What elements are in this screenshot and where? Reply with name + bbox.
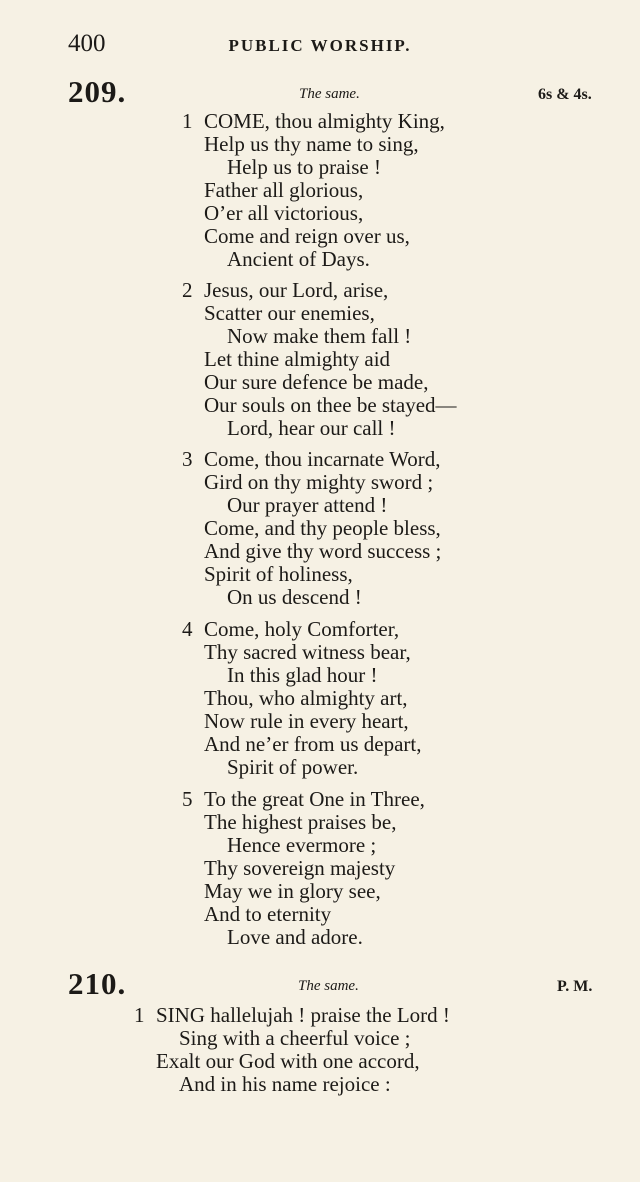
verse [182, 617, 422, 779]
verse-line: And to eternity [204, 902, 332, 926]
verse-line: Our prayer attend ! [227, 493, 388, 517]
hymn-number: 210. [68, 966, 127, 1001]
verse-line: Let thine almighty aid [204, 347, 391, 371]
verse-number: 3 [182, 447, 193, 471]
verse-line: And give thy word success ; [204, 539, 442, 563]
verse-line: COME, thou almighty King, [204, 109, 445, 133]
verse-line: Love and adore. [227, 925, 363, 949]
verse-line: Thy sovereign majesty [204, 856, 396, 880]
verse-line: O’er all victorious, [204, 201, 364, 225]
verse-number: 1 [134, 1003, 145, 1027]
verse-line: Our sure defence be made, [204, 370, 429, 394]
verse-line: Now rule in every heart, [204, 709, 409, 733]
verse-line: Scatter our enemies, [204, 301, 375, 325]
verse-line: May we in glory see, [204, 879, 381, 903]
page-number: 400 [68, 30, 106, 57]
running-title: PUBLIC WORSHIP. [228, 36, 412, 55]
verse-number: 5 [182, 787, 193, 811]
verse-line: Come, holy Comforter, [204, 617, 400, 641]
verse-line: Now make them fall ! [227, 324, 412, 348]
verse-line: Ancient of Days. [227, 247, 370, 271]
verse [182, 447, 442, 609]
verse-line: Thy sacred witness bear, [204, 640, 411, 664]
verse-line: Hence evermore ; [227, 833, 377, 857]
verse-line: Gird on thy mighty sword ; [204, 470, 434, 494]
hymn-tune: The same. [298, 978, 359, 994]
verse-number: 1 [182, 109, 193, 133]
verse-line: Our souls on thee be stayed— [204, 393, 457, 417]
hymn-meter: P. M. [557, 978, 593, 995]
hymn-meter: 6s & 4s. [538, 86, 592, 103]
verse-line: And in his name rejoice : [179, 1072, 391, 1096]
verse [182, 109, 445, 271]
verse [182, 787, 425, 949]
verse-line: Come and reign over us, [204, 224, 410, 248]
hymn-number: 209. [68, 74, 127, 109]
verse-line: On us descend ! [227, 585, 362, 609]
hymn-tune: The same. [299, 86, 360, 102]
verse-number: 2 [182, 278, 193, 302]
verse-line: Exalt our God with one accord, [156, 1049, 420, 1073]
verse-line: To the great One in Three, [204, 787, 425, 811]
verse-line: In this glad hour ! [227, 663, 378, 687]
verse-number: 4 [182, 617, 193, 641]
verse-line: Father all glorious, [204, 178, 364, 202]
verse-line: Come, thou incarnate Word, [204, 447, 441, 471]
verse-line: And ne’er from us depart, [204, 732, 422, 756]
verse-line: Lord, hear our call ! [227, 416, 396, 440]
verse-line: The highest praises be, [204, 810, 397, 834]
verse-line: Spirit of holiness, [204, 562, 353, 586]
verse-line: Sing with a cheerful voice ; [179, 1026, 411, 1050]
verse-line: Come, and thy people bless, [204, 516, 441, 540]
verse-line: Help us thy name to sing, [204, 132, 419, 156]
verse-line: Spirit of power. [227, 755, 359, 779]
verse [182, 278, 457, 440]
verse-line: Help us to praise ! [227, 155, 381, 179]
verse-line: Jesus, our Lord, arise, [204, 278, 389, 302]
verse-line: Thou, who almighty art, [204, 686, 408, 710]
verse-line: SING hallelujah ! praise the Lord ! [156, 1003, 450, 1027]
verse [134, 1003, 450, 1096]
